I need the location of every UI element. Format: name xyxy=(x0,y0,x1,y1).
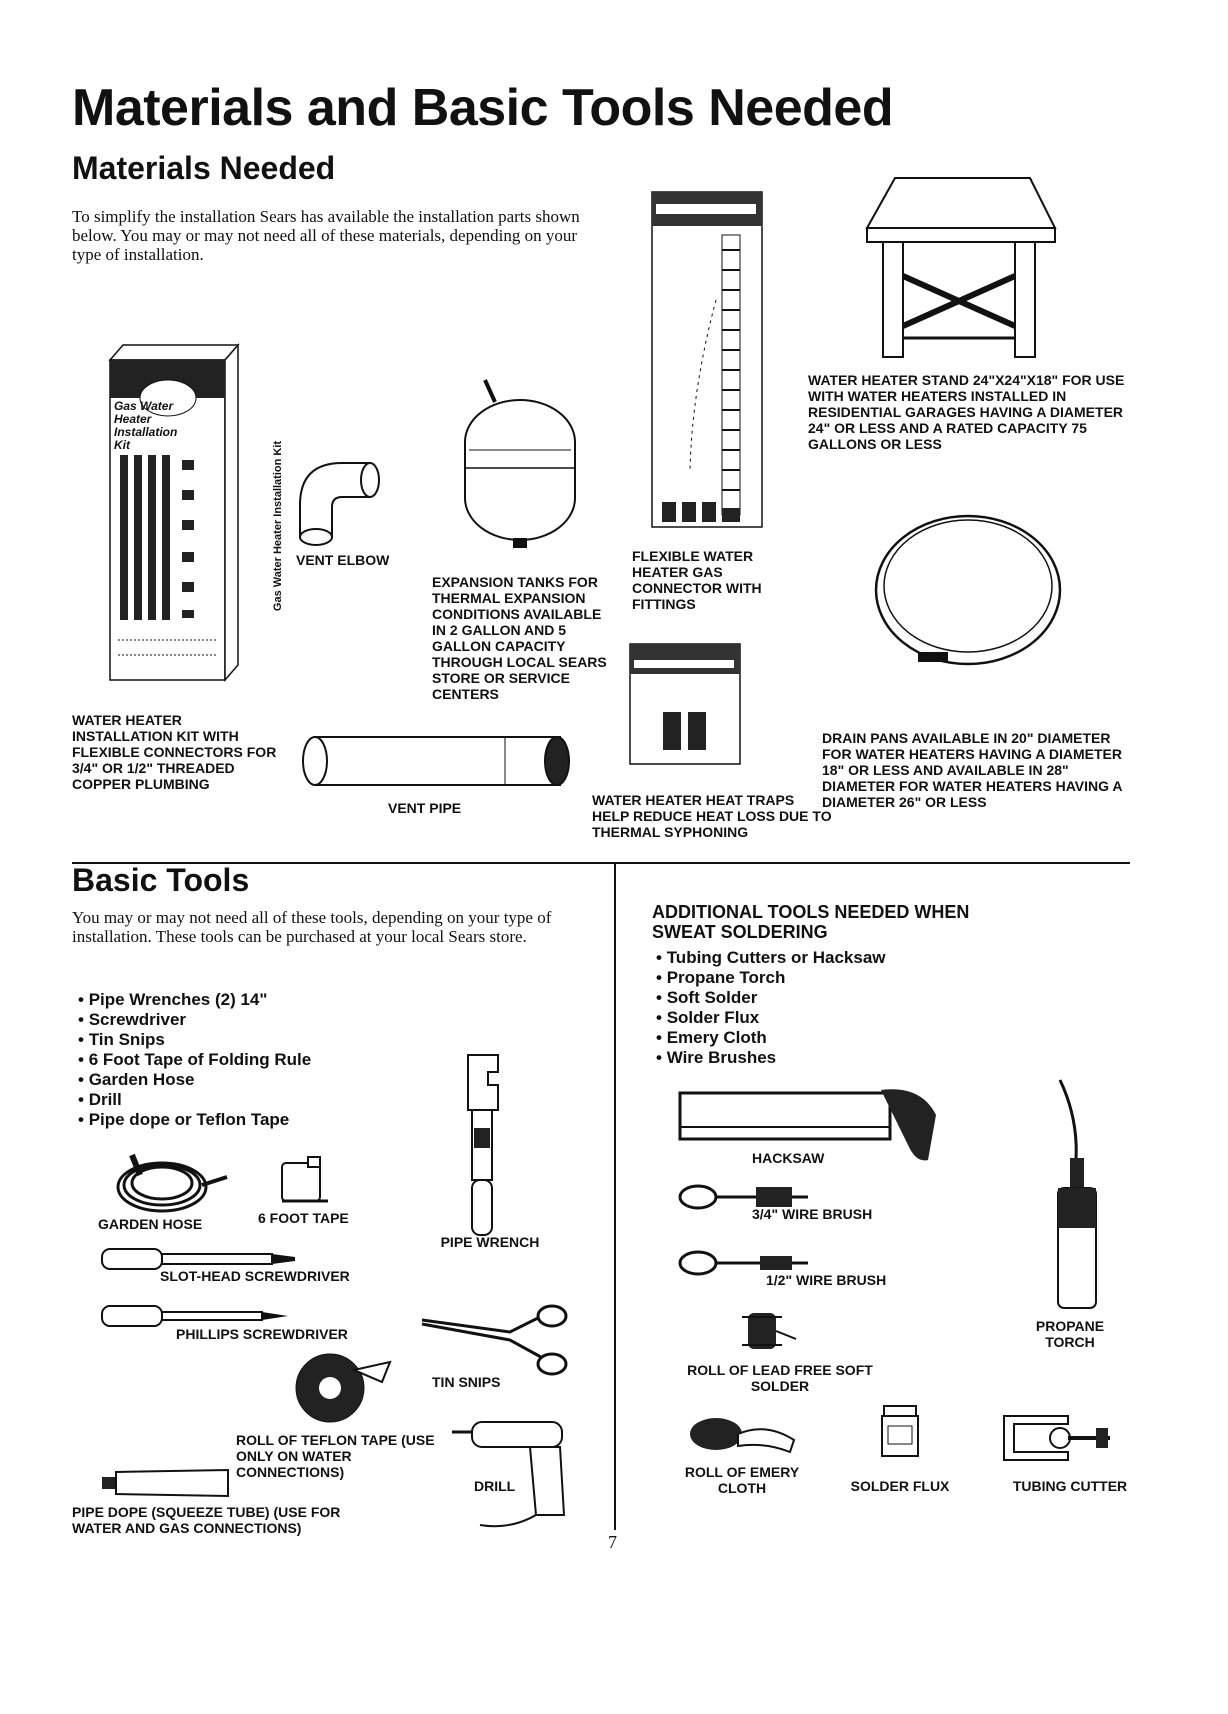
list-item: • Propane Torch xyxy=(656,968,886,988)
drill-label: DRILL xyxy=(474,1478,516,1494)
six-foot-tape-label: 6 FOOT TAPE xyxy=(258,1210,349,1226)
basic-tools-intro: You may or may not need all of these tools, depending on your type of installation. These tools can be purchased at your local Sears store. xyxy=(72,908,552,946)
propane-torch-illustration xyxy=(1038,1078,1108,1313)
tape-measure-illustration xyxy=(280,1155,330,1207)
list-item: • Emery Cloth xyxy=(656,1028,886,1048)
water-heater-stand-illustration xyxy=(855,176,1065,361)
kit-box-text: Gas Water Heater Installation Kit xyxy=(114,399,178,452)
kit-side-text: Gas Water Heater Installation Kit xyxy=(272,440,284,612)
soft-solder-label: ROLL OF LEAD FREE SOFT SOLDER xyxy=(687,1362,873,1394)
page-title: Materials and Basic Tools Needed xyxy=(72,79,894,137)
page-number: 7 xyxy=(608,1532,617,1552)
pipe-wrench-label: PIPE WRENCH xyxy=(440,1234,540,1250)
tubing-cutter-label: TUBING CUTTER xyxy=(1012,1478,1128,1494)
expansion-tank-illustration xyxy=(455,380,585,550)
tin-snips-illustration xyxy=(420,1302,570,1382)
teflon-tape-label: ROLL OF TEFLON TAPE (USE ONLY ON WATER CONNECTIONS) xyxy=(236,1432,435,1480)
list-item: • Drill xyxy=(78,1090,311,1110)
emery-cloth-label: ROLL OF EMERY CLOTH xyxy=(684,1464,800,1496)
list-item: • Soft Solder xyxy=(656,988,886,1008)
pipe-wrench-illustration xyxy=(458,1050,508,1240)
list-item: • 6 Foot Tape of Folding Rule xyxy=(78,1050,311,1070)
installation-kit-illustration xyxy=(100,340,240,690)
phillips-screwdriver-label: PHILLIPS SCREWDRIVER xyxy=(176,1326,348,1342)
list-item: • Tin Snips xyxy=(78,1030,311,1050)
list-item: • Tubing Cutters or Hacksaw xyxy=(656,948,886,968)
propane-torch-label: PROPANE TORCH xyxy=(1035,1318,1105,1350)
flexible-connector-label: FLEXIBLE WATER HEATER GAS CONNECTOR WITH FITTINGS xyxy=(632,548,762,612)
basic-tools-list xyxy=(78,990,311,1130)
tubing-cutter-illustration xyxy=(998,1408,1118,1468)
wire-brush-34-label: 3/4" WIRE BRUSH xyxy=(752,1206,873,1222)
list-item: • Pipe dope or Teflon Tape xyxy=(78,1110,311,1130)
soft-solder-illustration xyxy=(738,1305,798,1355)
heat-traps-illustration xyxy=(628,642,743,767)
tin-snips-label: TIN SNIPS xyxy=(432,1374,501,1390)
solder-flux-illustration xyxy=(880,1404,920,1460)
garden-hose-illustration xyxy=(112,1145,232,1215)
stand-label: WATER HEATER STAND 24"X24"X18" FOR USE WITH WATER HEATERS INSTALLED IN RESIDENTIAL GARAGES HAVING A DIAMETER 24" OR LESS AND A RATED CAPACITY 75 GALLONS OR LESS xyxy=(808,372,1125,452)
garden-hose-label: GARDEN HOSE xyxy=(98,1216,203,1232)
vent-pipe-label: VENT PIPE xyxy=(388,800,462,816)
drain-pans-label: DRAIN PANS AVAILABLE IN 20" DIAMETER FOR WATER HEATERS HAVING A DIAMETER 18" OR LESS AND AVAILABLE IN 28" DIAMETER FOR WATER HEATERS HAVING A DIAMETER 26" OR LESS xyxy=(822,730,1122,810)
list-item: • Garden Hose xyxy=(78,1070,311,1090)
vent-elbow-label: VENT ELBOW xyxy=(296,552,390,568)
hacksaw-label: HACKSAW xyxy=(752,1150,825,1166)
teflon-tape-illustration xyxy=(292,1350,402,1425)
vent-pipe-illustration xyxy=(295,732,575,792)
pipe-dope-illustration xyxy=(100,1468,230,1498)
vent-elbow-illustration xyxy=(280,455,390,550)
list-item: • Pipe Wrenches (2) 14" xyxy=(78,990,311,1010)
list-item: • Screwdriver xyxy=(78,1010,311,1030)
pipe-dope-label: PIPE DOPE (SQUEEZE TUBE) (USE FOR WATER AND GAS CONNECTIONS) xyxy=(72,1504,341,1536)
install-kit-label: WATER HEATER INSTALLATION KIT WITH FLEXIBLE CONNECTORS FOR 3/4" OR 1/2" THREADED COPPER PLUMBING xyxy=(72,712,277,792)
materials-intro: To simplify the installation Sears has available the installation parts shown below. You may or may not need all of these materials, depending on your type of installation. xyxy=(72,207,580,264)
solder-flux-label: SOLDER FLUX xyxy=(850,1478,950,1494)
additional-tools-heading: ADDITIONAL TOOLS NEEDED WHEN SWEAT SOLDERING xyxy=(652,902,970,942)
wire-brush-12-label: 1/2" WIRE BRUSH xyxy=(766,1272,887,1288)
additional-tools-list xyxy=(656,948,886,1068)
emery-cloth-illustration xyxy=(686,1412,796,1462)
column-divider xyxy=(614,864,616,1530)
drain-pan-illustration xyxy=(868,508,1068,668)
flexible-connector-illustration xyxy=(650,190,765,530)
slot-screwdriver-label: SLOT-HEAD SCREWDRIVER xyxy=(160,1268,350,1284)
expansion-tanks-label: EXPANSION TANKS FOR THERMAL EXPANSION CONDITIONS AVAILABLE IN 2 GALLON AND 5 GALLON CAPACITY THROUGH LOCAL SEARS STORE OR SERVICE CENTERS xyxy=(432,574,607,702)
basic-tools-heading: Basic Tools xyxy=(72,862,250,898)
materials-heading: Materials Needed xyxy=(72,150,336,186)
list-item: • Wire Brushes xyxy=(656,1048,886,1068)
list-item: • Solder Flux xyxy=(656,1008,886,1028)
heat-traps-label: WATER HEATER HEAT TRAPS HELP REDUCE HEAT LOSS DUE TO THERMAL SYPHONING xyxy=(592,792,832,840)
